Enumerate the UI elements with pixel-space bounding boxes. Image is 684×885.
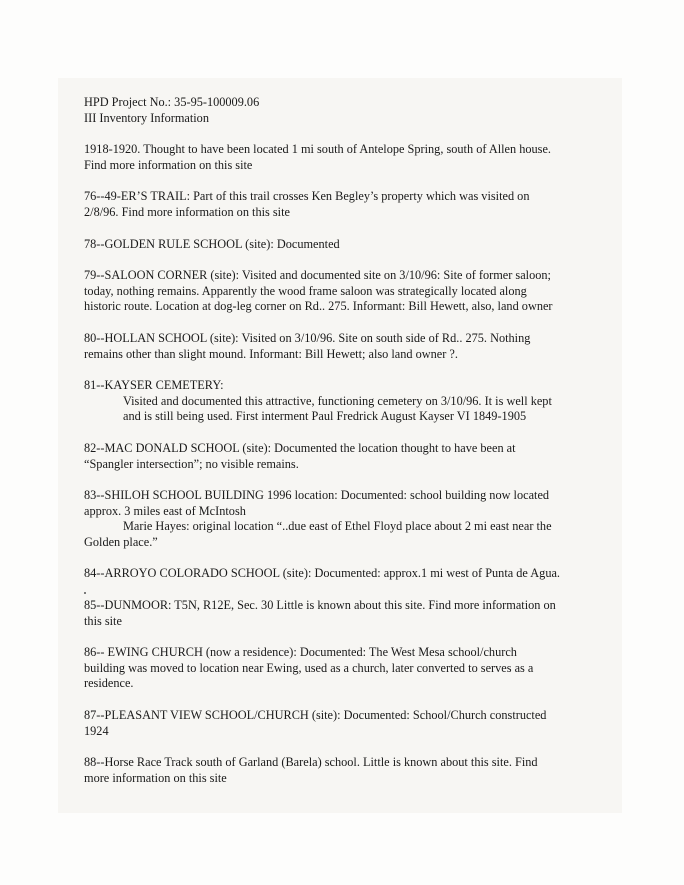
- document-body: [84, 95, 604, 786]
- entry-line: remains other than slight mound. Informant: Bill Hewett; also land owner ?.: [84, 346, 458, 361]
- entry-line: 1924: [84, 723, 109, 738]
- entry-line: approx. 3 miles east of McIntosh: [84, 503, 246, 518]
- entry-82: [84, 441, 604, 472]
- entry-line: 2/8/96. Find more information on this site: [84, 204, 290, 219]
- entry-line: 87--PLEASANT VIEW SCHOOL/CHURCH (site): Documented: School/Church constructed: [84, 708, 547, 723]
- entry-line: 85--DUNMOOR: T5N, R12E, Sec. 30 Little is known about this site. Find more information on: [84, 598, 556, 613]
- entry-line: 84--ARROYO COLORADO SCHOOL (site): Documented: approx.1 mi west of Punta de Agua.: [84, 566, 560, 581]
- entry-heading: 81--KAYSER CEMETERY:: [84, 378, 224, 393]
- entry-line: residence.: [84, 676, 134, 691]
- entry-line: more information on this site: [84, 770, 227, 785]
- entry-line: and is still being used. First interment Paul Fredrick August Kayser VI 1849-1905: [123, 409, 527, 424]
- entry-line: 78--GOLDEN RULE SCHOOL (site): Documented: [84, 236, 340, 251]
- entry-88: [84, 755, 604, 786]
- entry-81: [84, 378, 604, 425]
- entry-84: [84, 566, 604, 582]
- entry-line: 83--SHILOH SCHOOL BUILDING 1996 location: Documented: school building now located: [84, 488, 550, 503]
- entry-line: Visited and documented this attractive, functioning cemetery on 3/10/96. It is well kept: [123, 393, 552, 408]
- entry-line: 82--MAC DONALD SCHOOL (site): Documented the location thought to have been at: [84, 440, 516, 455]
- entry-line: Marie Hayes: original location “..due east of Ethel Floyd place about 2 mi east near the: [123, 519, 552, 534]
- project-number: HPD Project No.: 35-95-100009.06: [84, 95, 260, 109]
- entry-line: 86-- EWING CHURCH (now a residence): Documented: The West Mesa school/church: [84, 645, 517, 660]
- entry-86: [84, 645, 604, 692]
- entry-line: 79--SALOON CORNER (site): Visited and documented site on 3/10/96: Site of former saloon;: [84, 268, 551, 283]
- entry-1918: [84, 142, 604, 173]
- entry-line: “Spangler intersection”; no visible remains.: [84, 456, 299, 471]
- entry-79: [84, 268, 604, 315]
- entry-78: [84, 237, 604, 253]
- entry-line: this site: [84, 613, 122, 628]
- entry-83: [84, 488, 604, 550]
- entry-indented-text: [84, 394, 604, 425]
- entry-80: [84, 331, 604, 362]
- entry-76: [84, 189, 604, 220]
- entry-85: [84, 598, 604, 629]
- entry-line: Find more information on this site: [84, 157, 253, 172]
- entry-line: 1918-1920. Thought to have been located 1 mi south of Antelope Spring, south of Allen house.: [84, 142, 551, 157]
- entry-87: [84, 708, 604, 739]
- entry-line: 80--HOLLAN SCHOOL (site): Visited on 3/10/96. Site on south side of Rd.. 275. Nothing: [84, 330, 531, 345]
- entry-line: today, nothing remains. Apparently the wood frame saloon was strategically located along: [84, 283, 527, 298]
- entry-line: 76--49-ER’S TRAIL: Part of this trail crosses Ken Begley’s property which was visited on: [84, 189, 530, 204]
- entry-line: historic route. Location at dog-leg corner on Rd.. 275. Informant: Bill Hewett, also, land owner: [84, 299, 553, 314]
- section-title: III Inventory Information: [84, 110, 209, 125]
- entry-line: building was moved to location near Ewing, used as a church, later converted to serves as a: [84, 660, 534, 675]
- entry-line: Golden place.”: [84, 534, 158, 549]
- entry-line: 88--Horse Race Track south of Garland (Barela) school. Little is known about this site. Find: [84, 755, 538, 770]
